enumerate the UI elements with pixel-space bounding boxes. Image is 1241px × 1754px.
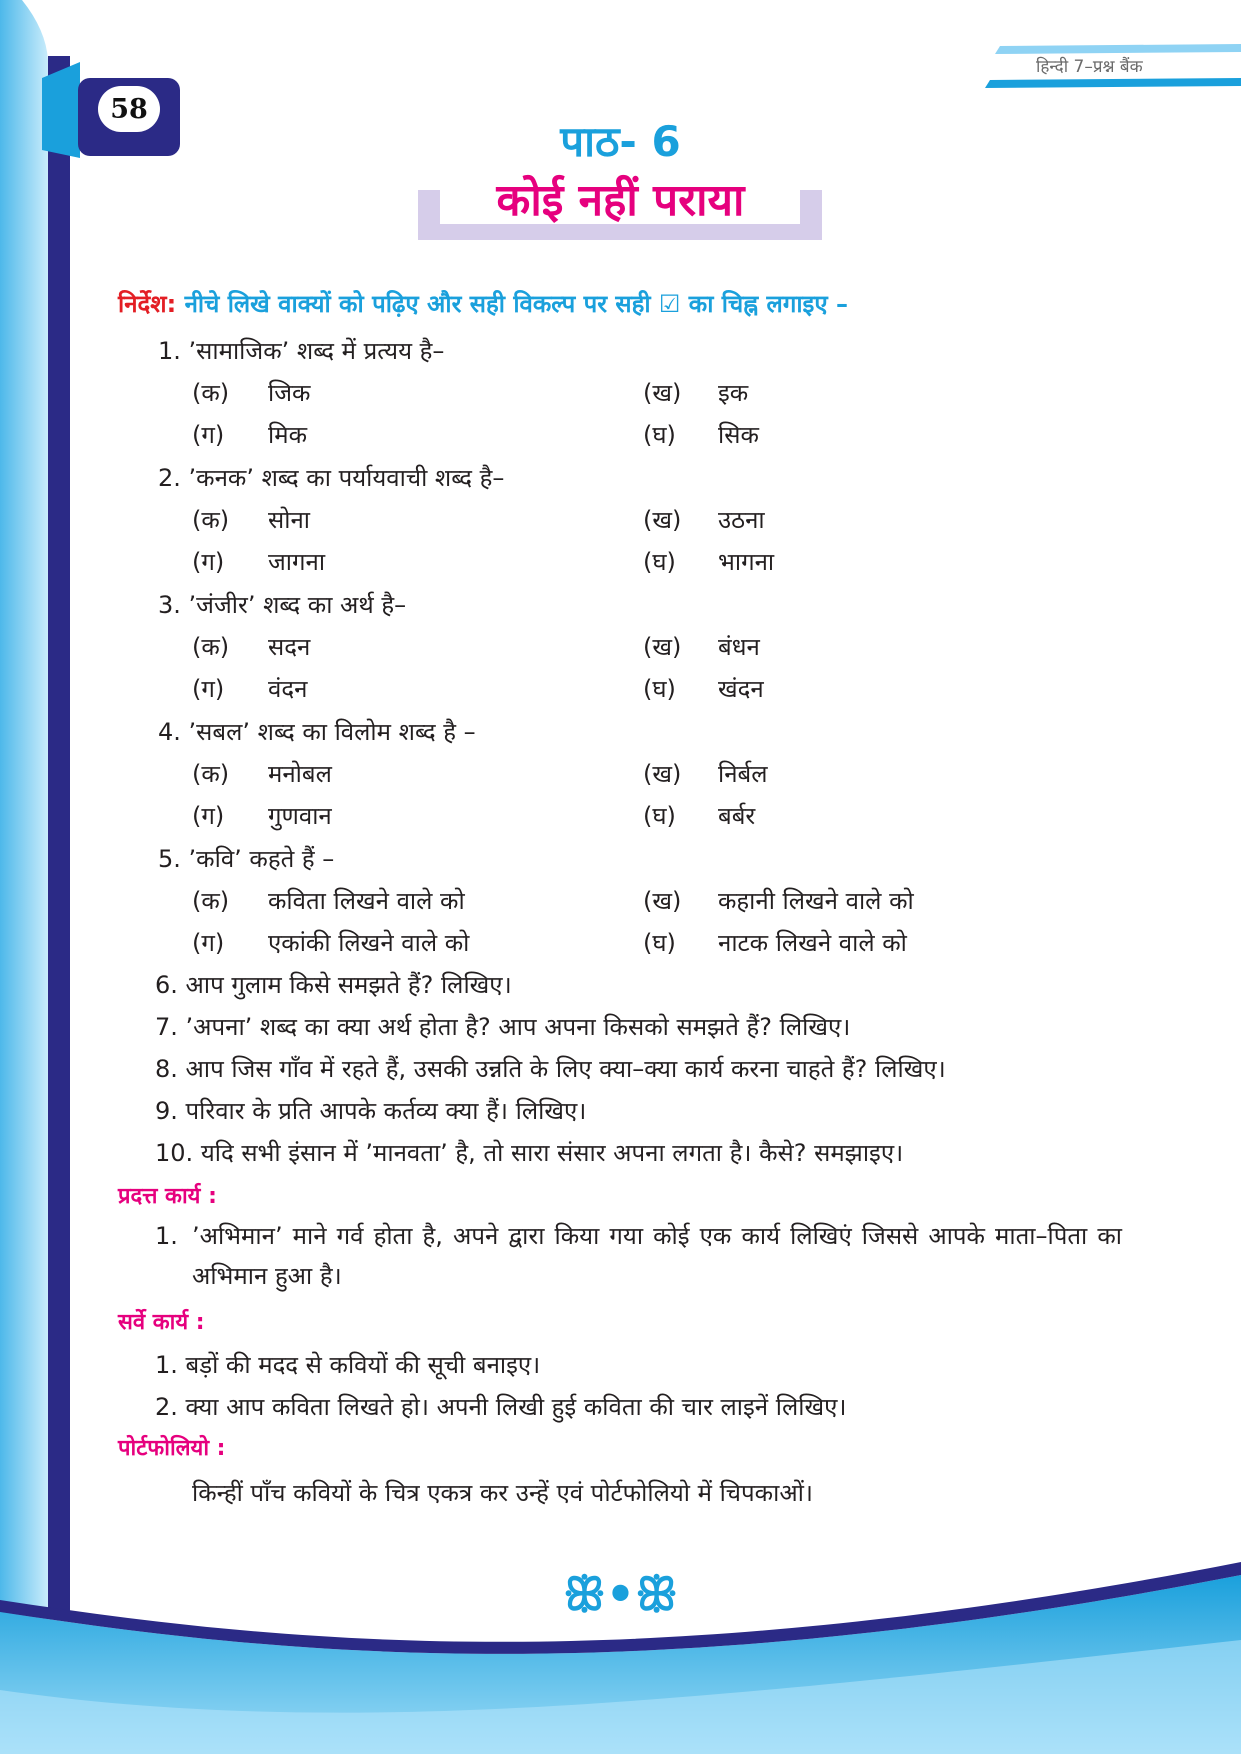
survey-item <box>155 1348 540 1381</box>
question-item <box>155 1094 586 1127</box>
option-key: (क) <box>192 379 230 407</box>
mcq-question <box>158 461 504 494</box>
question-item <box>155 1052 946 1085</box>
option-text: कविता लिखने वाले को <box>268 887 465 915</box>
option-key: (ख) <box>643 506 682 534</box>
option-text: बंधन <box>718 633 760 661</box>
assignment-text: ’अभिमान’ माने गर्व होता है, अपने द्वारा किया गया कोई एक कार्य लिखिएं जिससे आपके माता–पिता का अभिमान हुआ है। <box>192 1222 1122 1290</box>
question-text: आप गुलाम किसे समझते हैं? लिखिए। <box>185 971 512 999</box>
option-text: बर्बर <box>718 802 756 830</box>
question-item <box>155 1136 903 1169</box>
option-key: (घ) <box>643 421 676 449</box>
question-text: आप जिस गाँव में रहते हैं, उसकी उन्नति के लिए क्या–क्या कार्य करना चाहते हैं? लिखिए। <box>185 1055 946 1083</box>
question-text: ’जंजीर’ शब्द का अर्थ है– <box>188 591 407 619</box>
question-number: 8. <box>155 1055 178 1083</box>
question-number: 7. <box>155 1013 178 1041</box>
question-text: परिवार के प्रति आपके कर्तव्य क्या हैं। लिखिए। <box>185 1097 587 1125</box>
question-text: ’सबल’ शब्द का विलोम शब्द है – <box>188 718 476 746</box>
option-text: जिक <box>268 379 311 407</box>
option-text: नाटक लिखने वाले को <box>718 929 907 957</box>
option-text: खंदन <box>718 675 764 703</box>
question-text: क्या आप कविता लिखते हो। अपनी लिखी हुई कविता की चार लाइनें लिखिए। <box>185 1393 847 1421</box>
question-item <box>155 1010 850 1043</box>
option-text: सदन <box>268 633 311 661</box>
lesson-number: पाठ- 6 <box>560 117 681 166</box>
question-number: 10. <box>155 1139 194 1167</box>
question-number: 1. <box>155 1351 178 1379</box>
question-number: 4. <box>158 718 181 746</box>
survey-item <box>155 1390 846 1423</box>
book-label: हिन्दी 7–प्रश्न बैंक <box>1036 57 1143 77</box>
question-text: ’सामाजिक’ शब्द में प्रत्यय है– <box>188 337 445 365</box>
question-number: 2. <box>158 464 181 492</box>
survey-heading: सर्वे कार्य : <box>118 1310 205 1335</box>
option-text: इक <box>718 379 749 407</box>
mcq-question <box>158 842 334 875</box>
option-text: गुणवान <box>268 802 332 830</box>
question-number: 6. <box>155 971 178 999</box>
option-key: (घ) <box>643 802 676 830</box>
option-key: (घ) <box>643 929 676 957</box>
option-key: (ख) <box>643 760 682 788</box>
option-text: मिक <box>268 421 307 449</box>
question-number: 5. <box>158 845 181 873</box>
option-text: एकांकी लिखने वाले को <box>268 929 470 957</box>
option-key: (ग) <box>192 675 225 703</box>
question-text: बड़ों की मदद से कवियों की सूची बनाइए। <box>185 1351 541 1379</box>
question-number: 3. <box>158 591 181 619</box>
assignment-heading: प्रदत्त कार्य : <box>118 1184 217 1209</box>
option-text: जागना <box>268 548 326 576</box>
question-text: ’अपना’ शब्द का क्या अर्थ होता है? आप अपना किसको समझते हैं? लिखिए। <box>185 1013 851 1041</box>
option-key: (क) <box>192 760 230 788</box>
option-key: (घ) <box>643 548 676 576</box>
lesson-title: कोई नहीं पराया <box>496 175 745 226</box>
portfolio-heading: पोर्टफोलियो : <box>118 1436 226 1461</box>
instruction-text: नीचे लिखे वाक्यों को पढ़िए और सही विकल्प पर सही ☑ का चिह्न लगाइए – <box>184 290 848 318</box>
option-text: मनोबल <box>268 760 332 788</box>
page-number: 58 <box>98 86 160 132</box>
option-key: (क) <box>192 506 230 534</box>
instruction-label: निर्देश: <box>118 290 177 318</box>
header-rule-bottom <box>985 78 1241 88</box>
option-text: उठना <box>718 506 765 534</box>
mcq-question <box>158 715 476 748</box>
assignment-number: 1. <box>155 1222 178 1250</box>
question-number: 9. <box>155 1097 178 1125</box>
option-key: (ख) <box>643 887 682 915</box>
mcq-question <box>158 334 444 367</box>
option-key: (ग) <box>192 802 225 830</box>
portfolio-text: किन्हीं पाँच कवियों के चित्र एकत्र कर उन्हें एवं पोर्टफोलियो में चिपकाओं। <box>192 1479 813 1507</box>
option-text: भागना <box>718 548 775 576</box>
mcq-question <box>158 588 406 621</box>
option-text: सिक <box>718 421 759 449</box>
option-key: (ग) <box>192 548 225 576</box>
footer-logo: ꕥ•ꕥ <box>563 1567 678 1621</box>
option-key: (क) <box>192 633 230 661</box>
option-key: (ख) <box>643 633 682 661</box>
option-key: (ग) <box>192 421 225 449</box>
option-key: (ग) <box>192 929 225 957</box>
option-key: (क) <box>192 887 230 915</box>
question-number: 1. <box>158 337 181 365</box>
question-number: 2. <box>155 1393 178 1421</box>
left-navy-bar <box>48 56 70 1616</box>
option-text: सोना <box>268 506 310 534</box>
header-rule-top <box>995 44 1241 54</box>
option-key: (ख) <box>643 379 682 407</box>
option-key: (घ) <box>643 675 676 703</box>
question-text: ’कवि’ कहते हैं – <box>188 845 335 873</box>
question-item <box>155 968 512 1001</box>
option-text: वंदन <box>268 675 308 703</box>
left-band <box>0 0 48 1660</box>
question-text: ’कनक’ शब्द का पर्यायवाची शब्द है– <box>188 464 505 492</box>
option-text: निर्बल <box>718 760 768 788</box>
question-text: यदि सभी इंसान में ’मानवता’ है, तो सारा संसार अपना लगता है। कैसे? समझाइए। <box>200 1139 904 1167</box>
option-text: कहानी लिखने वाले को <box>718 887 914 915</box>
instruction <box>118 287 848 320</box>
